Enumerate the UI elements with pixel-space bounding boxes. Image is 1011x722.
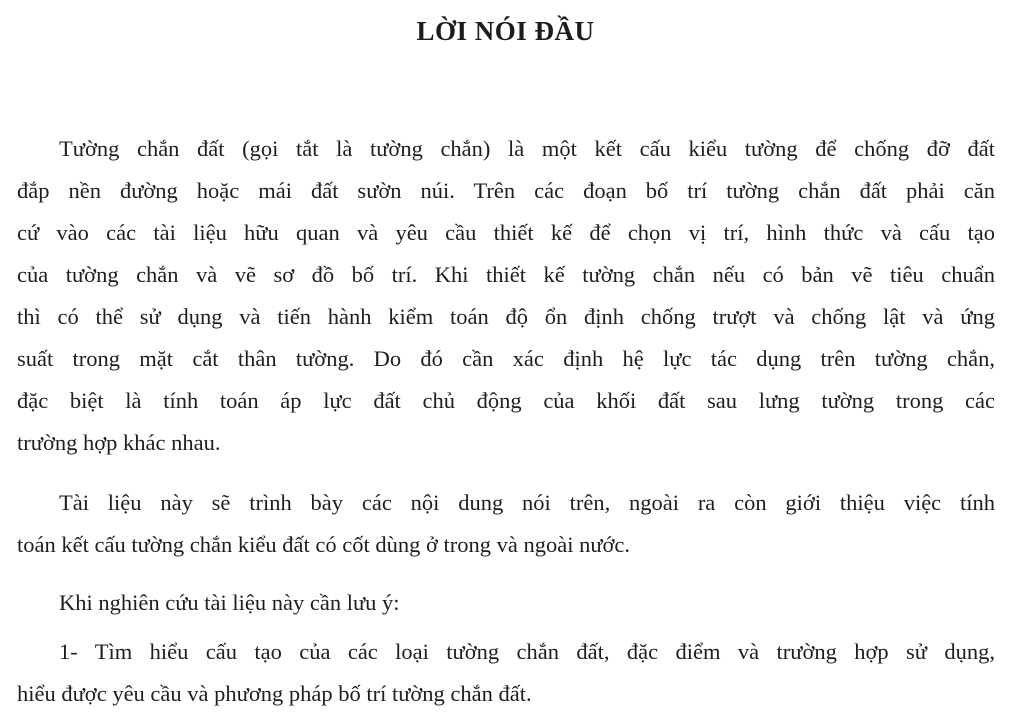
paragraph-2-line-1: Tài liệu này sẽ trình bày các nội dung nói trên, ngoài ra còn giới thiệu việc tính: [59, 490, 995, 515]
paragraph-2-line-2: toán kết cấu tường chắn kiểu đất có cốt dùng ở trong và ngoài nước.: [17, 532, 631, 557]
paragraph-1-line-5: thì có thể sử dụng và tiến hành kiểm toán độ ổn định chống trượt và chống lật và ứng: [17, 304, 995, 329]
paragraph-1-line-3: cứ vào các tài liệu hữu quan và yêu cầu thiết kế để chọn vị trí, hình thức và cấu tạo: [17, 220, 995, 245]
paragraph-1-line-6: suất trong mặt cắt thân tường. Do đó cần xác định hệ lực tác dụng trên tường chắn,: [17, 346, 995, 371]
paragraph-1-line-8: trường hợp khác nhau.: [17, 430, 221, 455]
paragraph-1-line-4: của tường chắn và vẽ sơ đồ bố trí. Khi thiết kế tường chắn nếu có bản vẽ tiêu chuẩn: [17, 262, 995, 287]
paragraph-4-line-2: hiểu được yêu cầu và phương pháp bố trí tường chắn đất.: [17, 681, 532, 706]
paragraph-1-line-7: đặc biệt là tính toán áp lực đất chủ động của khối đất sau lưng tường trong các: [17, 388, 995, 413]
paragraph-4-line-1: 1- Tìm hiểu cấu tạo của các loại tường chắn đất, đặc điểm và trường hợp sử dụng,: [59, 639, 995, 664]
paragraph-1-line-1: Tường chắn đất (gọi tắt là tường chắn) là một kết cấu kiểu tường để chống đỡ đất: [59, 136, 995, 161]
page-title: LỜI NÓI ĐẦU: [416, 16, 595, 46]
paragraph-1-line-2: đắp nền đường hoặc mái đất sườn núi. Trên các đoạn bố trí tường chắn đất phải căn: [17, 178, 995, 203]
paragraph-3-line-1: Khi nghiên cứu tài liệu này cần lưu ý:: [59, 590, 400, 615]
